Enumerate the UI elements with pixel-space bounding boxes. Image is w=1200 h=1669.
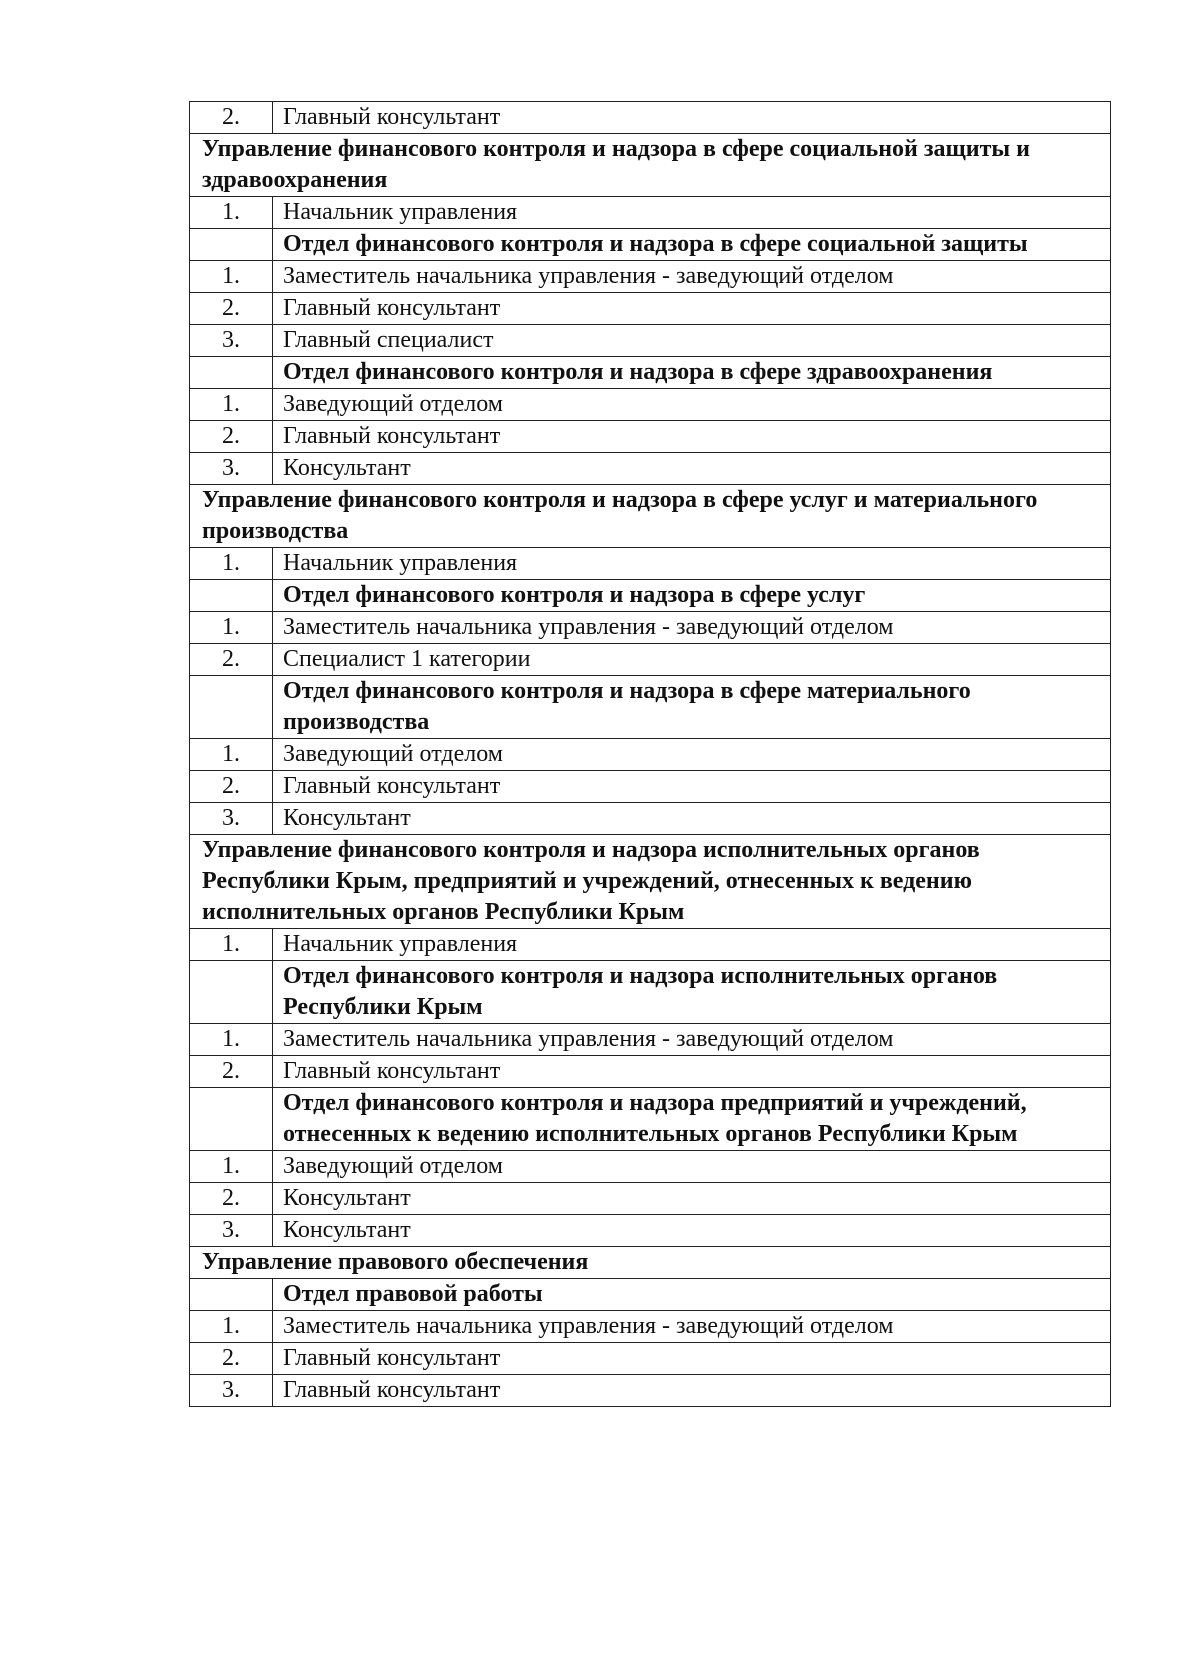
position-row (190, 102, 1111, 134)
department-row (190, 1279, 1111, 1311)
position-title: Консультант (273, 803, 1111, 835)
position-row (190, 421, 1111, 453)
position-title: Главный консультант (273, 1056, 1111, 1088)
department-title: Отдел финансового контроля и надзора в сфере услуг (273, 580, 1111, 612)
position-title: Начальник управления (273, 929, 1111, 961)
position-number: 1. (190, 197, 273, 229)
position-title: Заместитель начальника управления - заведующий отделом (273, 612, 1111, 644)
position-number: 2. (190, 1056, 273, 1088)
position-title: Главный консультант (273, 1375, 1111, 1407)
position-number: 1. (190, 261, 273, 293)
position-number: 1. (190, 1151, 273, 1183)
position-number: 1. (190, 739, 273, 771)
position-number: 1. (190, 548, 273, 580)
position-row (190, 1056, 1111, 1088)
position-row (190, 548, 1111, 580)
staff-table-body (190, 102, 1111, 1407)
position-title: Специалист 1 категории (273, 644, 1111, 676)
position-row (190, 929, 1111, 961)
position-number: 2. (190, 771, 273, 803)
section-header-row (190, 1247, 1111, 1279)
position-title: Заместитель начальника управления - заведующий отделом (273, 1024, 1111, 1056)
position-title: Начальник управления (273, 548, 1111, 580)
position-number: 3. (190, 1375, 273, 1407)
position-row (190, 739, 1111, 771)
position-title: Главный консультант (273, 421, 1111, 453)
position-row (190, 612, 1111, 644)
department-number-cell (190, 1088, 273, 1151)
position-number: 2. (190, 421, 273, 453)
department-row (190, 580, 1111, 612)
department-title: Отдел финансового контроля и надзора в сфере здравоохранения (273, 357, 1111, 389)
position-number: 2. (190, 1183, 273, 1215)
position-row (190, 1311, 1111, 1343)
department-row (190, 676, 1111, 739)
section-title: Управление финансового контроля и надзора исполнительных органов Республики Крым, предприятий и учреждений, отнесенных к ведению исполнительных органов Республики Крым (190, 835, 1111, 929)
position-row (190, 1151, 1111, 1183)
department-number-cell (190, 961, 273, 1024)
position-row (190, 1375, 1111, 1407)
position-row (190, 1215, 1111, 1247)
position-title: Заведующий отделом (273, 389, 1111, 421)
position-row (190, 389, 1111, 421)
section-title: Управление финансового контроля и надзора в сфере услуг и материального производства (190, 485, 1111, 548)
section-header-row (190, 134, 1111, 197)
section-header-row (190, 835, 1111, 929)
position-row (190, 771, 1111, 803)
department-number-cell (190, 580, 273, 612)
position-title: Заведующий отделом (273, 739, 1111, 771)
department-title: Отдел финансового контроля и надзора в сфере социальной защиты (273, 229, 1111, 261)
department-row (190, 961, 1111, 1024)
section-title: Управление финансового контроля и надзора в сфере социальной защиты и здравоохранения (190, 134, 1111, 197)
position-row (190, 1183, 1111, 1215)
position-row (190, 293, 1111, 325)
position-row (190, 325, 1111, 357)
position-title: Главный консультант (273, 293, 1111, 325)
position-row (190, 261, 1111, 293)
department-number-cell (190, 357, 273, 389)
department-number-cell (190, 676, 273, 739)
position-title: Заведующий отделом (273, 1151, 1111, 1183)
position-title: Заместитель начальника управления - заведующий отделом (273, 1311, 1111, 1343)
position-row (190, 1024, 1111, 1056)
position-number: 1. (190, 1024, 273, 1056)
position-number: 2. (190, 644, 273, 676)
position-title: Главный специалист (273, 325, 1111, 357)
position-number: 2. (190, 1343, 273, 1375)
position-title: Заместитель начальника управления - заведующий отделом (273, 261, 1111, 293)
department-row (190, 1088, 1111, 1151)
position-number: 3. (190, 453, 273, 485)
position-number: 3. (190, 1215, 273, 1247)
position-title: Главный консультант (273, 102, 1111, 134)
position-number: 1. (190, 929, 273, 961)
position-title: Главный консультант (273, 1343, 1111, 1375)
department-title: Отдел финансового контроля и надзора исполнительных органов Республики Крым (273, 961, 1111, 1024)
department-title: Отдел финансового контроля и надзора предприятий и учреждений, отнесенных к ведению исполнительных органов Республики Крым (273, 1088, 1111, 1151)
position-row (190, 803, 1111, 835)
position-row (190, 197, 1111, 229)
section-title: Управление правового обеспечения (190, 1247, 1111, 1279)
department-title: Отдел финансового контроля и надзора в сфере материального производства (273, 676, 1111, 739)
section-header-row (190, 485, 1111, 548)
position-title: Консультант (273, 1215, 1111, 1247)
position-title: Начальник управления (273, 197, 1111, 229)
department-title: Отдел правовой работы (273, 1279, 1111, 1311)
department-row (190, 229, 1111, 261)
position-number: 1. (190, 389, 273, 421)
position-number: 1. (190, 612, 273, 644)
staff-table (189, 101, 1111, 1407)
position-row (190, 453, 1111, 485)
position-number: 2. (190, 102, 273, 134)
position-number: 3. (190, 803, 273, 835)
position-row (190, 1343, 1111, 1375)
position-title: Консультант (273, 1183, 1111, 1215)
position-title: Главный консультант (273, 771, 1111, 803)
department-row (190, 357, 1111, 389)
position-number: 3. (190, 325, 273, 357)
department-number-cell (190, 1279, 273, 1311)
position-number: 2. (190, 293, 273, 325)
position-number: 1. (190, 1311, 273, 1343)
position-title: Консультант (273, 453, 1111, 485)
department-number-cell (190, 229, 273, 261)
position-row (190, 644, 1111, 676)
